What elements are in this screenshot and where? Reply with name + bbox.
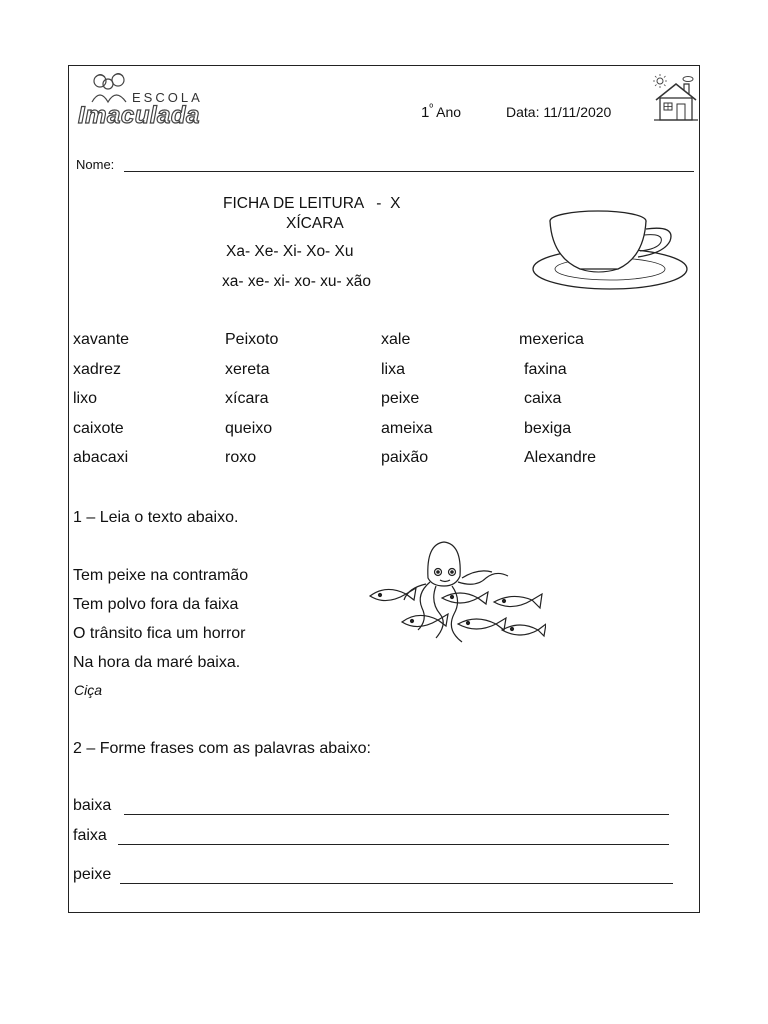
exercise-2-prompt: 2 – Forme frases com as palavras abaixo: <box>73 740 371 757</box>
poem-line: O trânsito fica um horror <box>73 625 246 642</box>
school-name: Imaculada <box>78 102 200 129</box>
poem-line: Na hora da maré baixa. <box>73 654 241 671</box>
poem-line: Tem peixe na contramão <box>73 567 249 584</box>
word-item: roxo <box>225 449 257 466</box>
teacup-icon <box>530 205 690 293</box>
word-item: abacaxi <box>73 449 129 466</box>
word-item: xale <box>381 331 411 348</box>
word-item: lixo <box>73 390 98 407</box>
sentence-word: peixe <box>73 866 112 883</box>
date: Data: 11/11/2020 <box>506 104 612 120</box>
key-word: XÍCARA <box>286 215 344 232</box>
school-label: ESCOLA <box>132 90 203 105</box>
word-item: mexerica <box>519 331 584 348</box>
sentence-word: baixa <box>73 797 112 814</box>
exercise-1-prompt: 1 – Leia o texto abaixo. <box>73 509 239 526</box>
word-item: peixe <box>381 390 420 407</box>
sentence-word: faixa <box>73 827 107 844</box>
word-item: xícara <box>225 390 269 407</box>
word-item: caixa <box>524 390 562 407</box>
word-item: paixão <box>381 449 429 466</box>
word-item: queixo <box>225 420 273 437</box>
syllables-lower: xa- xe- xi- xo- xu- xão <box>222 273 372 290</box>
word-item: lixa <box>381 361 406 378</box>
worksheet-title: FICHA DE LEITURA - X <box>223 195 401 212</box>
word-item: ameixa <box>381 420 433 437</box>
poem-author: Ciça <box>74 682 103 698</box>
word-item: bexiga <box>524 420 572 437</box>
name-label: Nome: <box>76 157 115 172</box>
children-logo-icon <box>88 72 134 104</box>
sentence-line[interactable] <box>120 883 673 884</box>
word-item: xereta <box>225 361 270 378</box>
grade: $1^º$ Ano <box>421 103 462 121</box>
worksheet-frame <box>68 65 700 913</box>
word-item: Alexandre <box>524 449 597 466</box>
word-item: xadrez <box>73 361 122 378</box>
sentence-line[interactable] <box>118 844 669 845</box>
sentence-line[interactable] <box>124 814 669 815</box>
syllables-upper: Xa- Xe- Xi- Xo- Xu <box>226 243 354 260</box>
name-field[interactable] <box>124 171 694 172</box>
word-item: Peixoto <box>225 331 279 348</box>
octopus-fish-icon <box>366 538 546 653</box>
house-icon <box>652 72 700 124</box>
word-item: xavante <box>73 331 130 348</box>
word-item: faxina <box>524 361 567 378</box>
word-item: caixote <box>73 420 124 437</box>
poem-line: Tem polvo fora da faixa <box>73 596 239 613</box>
